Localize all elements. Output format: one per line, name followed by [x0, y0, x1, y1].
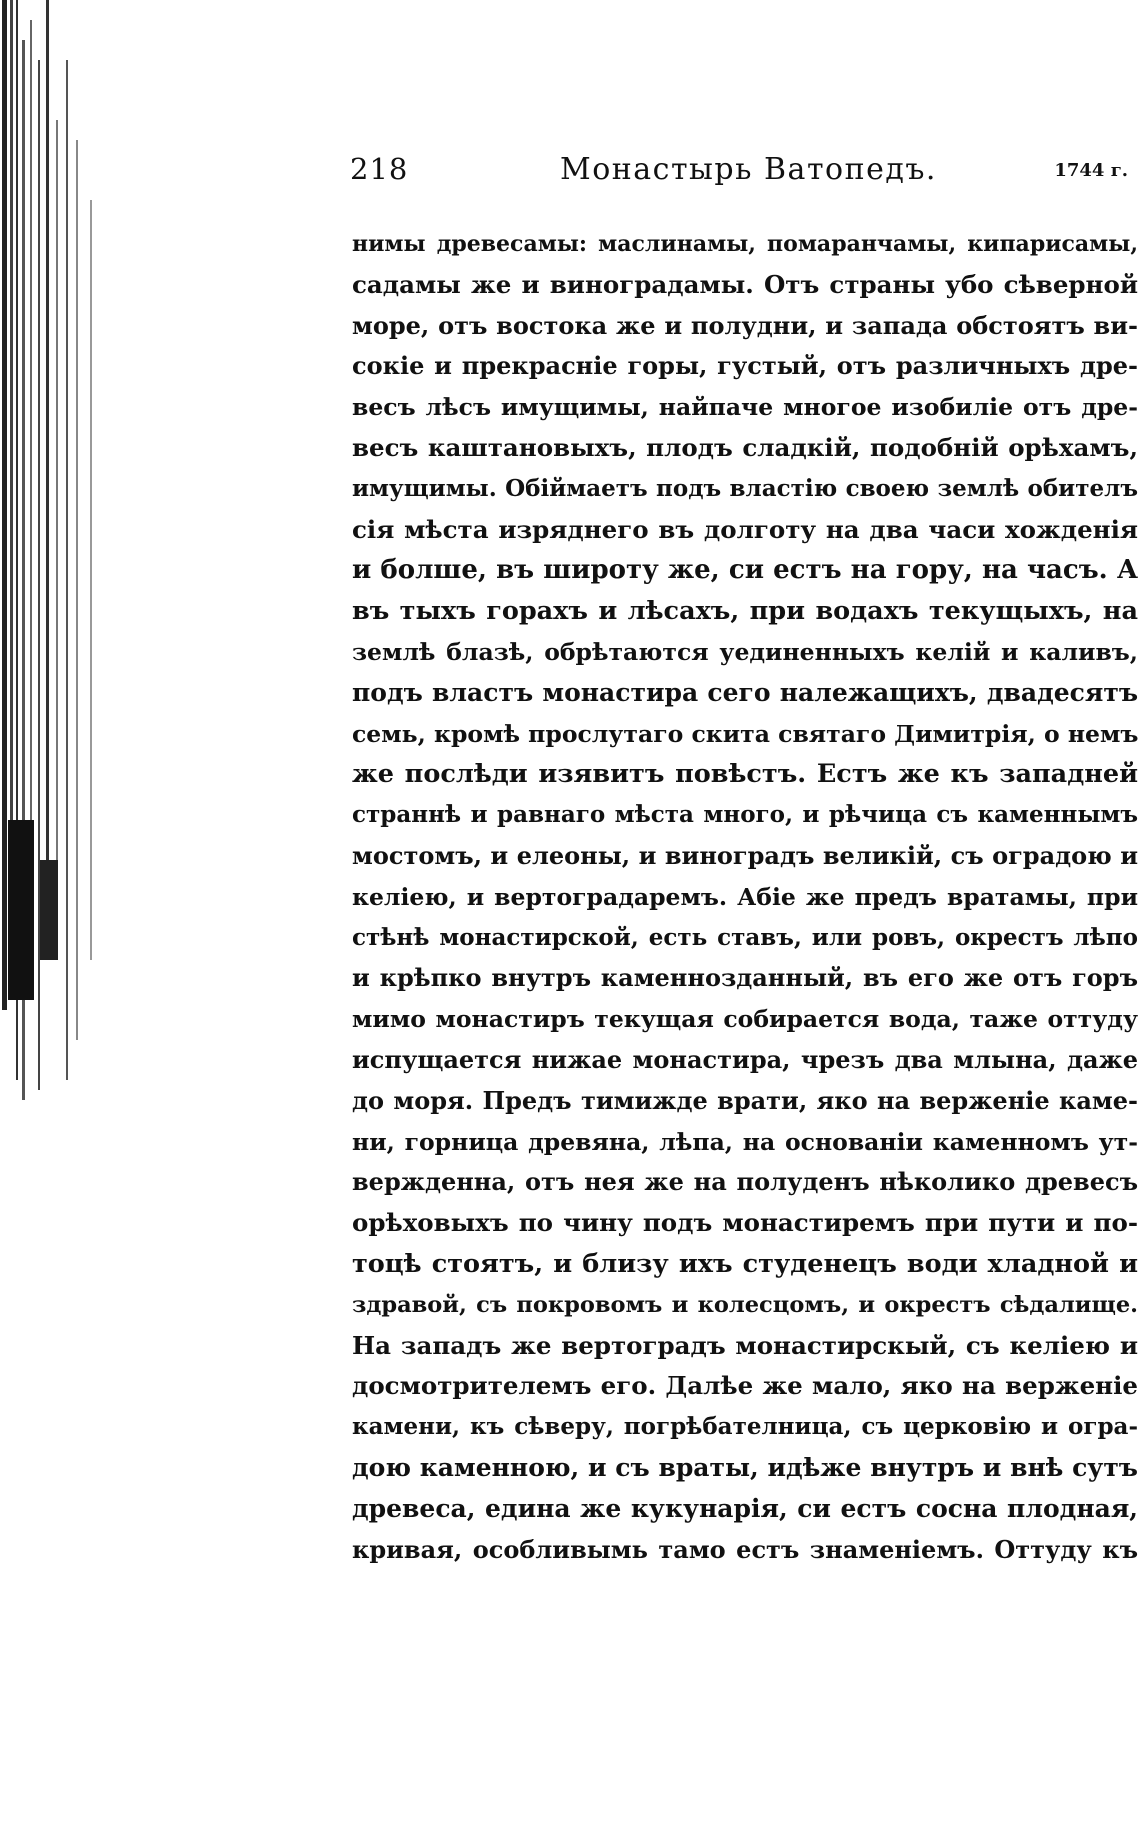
running-title: Монастырь Ватопедъ.	[560, 152, 937, 187]
text-line: весъ лѣсъ имущимы, найпаче многое изобиліе отъ дре-	[352, 393, 1138, 422]
text-line: На западъ же вертоградъ монастирскый, съ келіею и	[352, 1330, 1138, 1360]
text-line: досмотрителемъ его. Далѣе же мало, яко на верженіе	[352, 1371, 1138, 1401]
text-line: нимы древесамы: маслинамы, помаранчамы, кипарисамы,	[352, 231, 1138, 257]
text-line: стѣнѣ монастирской, есть ставъ, или ровъ, окрестъ лѣпо	[352, 923, 1138, 951]
text-line: келіею, и вертоградаремъ. Абіе же предъ вратамы, при	[352, 882, 1138, 911]
text-line: ни, горница древяна, лѣпа, на основаніи каменномъ ут-	[352, 1127, 1138, 1156]
running-header	[350, 152, 1140, 198]
text-line: море, отъ востока же и полудни, и запада обстоятъ ви-	[352, 310, 1138, 340]
scan-margin-artifact	[0, 0, 110, 1844]
text-line: тоцѣ стоятъ, и близу ихъ студенецъ води хладной и	[352, 1248, 1138, 1279]
text-line: до моря. Предъ тимижде врати, яко на верженіе каме-	[352, 1085, 1138, 1115]
text-line: мостомъ, и елеоны, и виноградъ великій, съ оградою и	[352, 840, 1138, 870]
text-line: въ тыхъ горахъ и лѣсахъ, при водахъ текущыхъ, на	[352, 596, 1138, 627]
text-line: мимо монастиръ текущая собирается вода, таже оттуду	[352, 1005, 1138, 1034]
text-line: имущимы. Обіймаетъ подъ властію своею землѣ обителъ	[352, 474, 1138, 502]
text-line: подъ властъ монастира сего належащихъ, двадесятъ	[352, 677, 1138, 707]
page-number: 218	[350, 152, 409, 186]
text-line: испущается нижае монастира, чрезъ два млына, даже	[352, 1044, 1138, 1074]
text-line: дою каменною, и съ враты, идѣже внутръ и внѣ сутъ	[352, 1452, 1138, 1482]
text-line: камени, къ сѣверу, погрѣбателница, съ церковію и огра-	[352, 1413, 1138, 1441]
header-year: 1744 г.	[1054, 160, 1128, 181]
text-line: здравой, съ покровомъ и колесцомъ, и окрестъ сѣдалище.	[352, 1291, 1138, 1318]
text-line: землѣ блазѣ, обрѣтаются уединенныхъ келій и каливъ,	[352, 637, 1138, 666]
text-line: орѣховыхъ по чину подъ монастиремъ при пути и по-	[352, 1208, 1138, 1238]
text-line: сія мѣста изряднего въ долготу на два часи хожденія	[352, 514, 1138, 544]
text-line: страннѣ и равнаго мѣста много, и рѣчица съ каменнымъ	[352, 801, 1138, 829]
text-line: садамы же и виноградамы. Отъ страны убо сѣверной	[352, 269, 1138, 299]
text-line: весъ каштановыхъ, плодъ сладкій, подобній орѣхамъ,	[352, 432, 1138, 462]
body-text	[352, 224, 1138, 1570]
text-line: кривая, особливымь тамо естъ знаменіемъ. Оттуду къ	[352, 1534, 1138, 1564]
text-line: же послѣди изявитъ повѣстъ. Естъ же къ западней	[352, 759, 1138, 790]
text-line: семь, кромѣ прослутаго скита святаго Димитрія, о немъ	[352, 719, 1138, 748]
text-line: и крѣпко внутръ каменнозданный, въ его же отъ горъ	[352, 963, 1138, 993]
text-line: и болше, въ широту же, си естъ на гору, на часъ. А	[352, 555, 1138, 586]
text-line: вержденна, отъ нея же на полуденъ нѣколико древесъ	[352, 1167, 1138, 1197]
text-line: древеса, едина же кукунарія, си естъ сосна плодная,	[352, 1493, 1138, 1523]
text-line: сокіе и прекрасніе горы, густый, отъ различныхъ дре-	[352, 351, 1138, 381]
